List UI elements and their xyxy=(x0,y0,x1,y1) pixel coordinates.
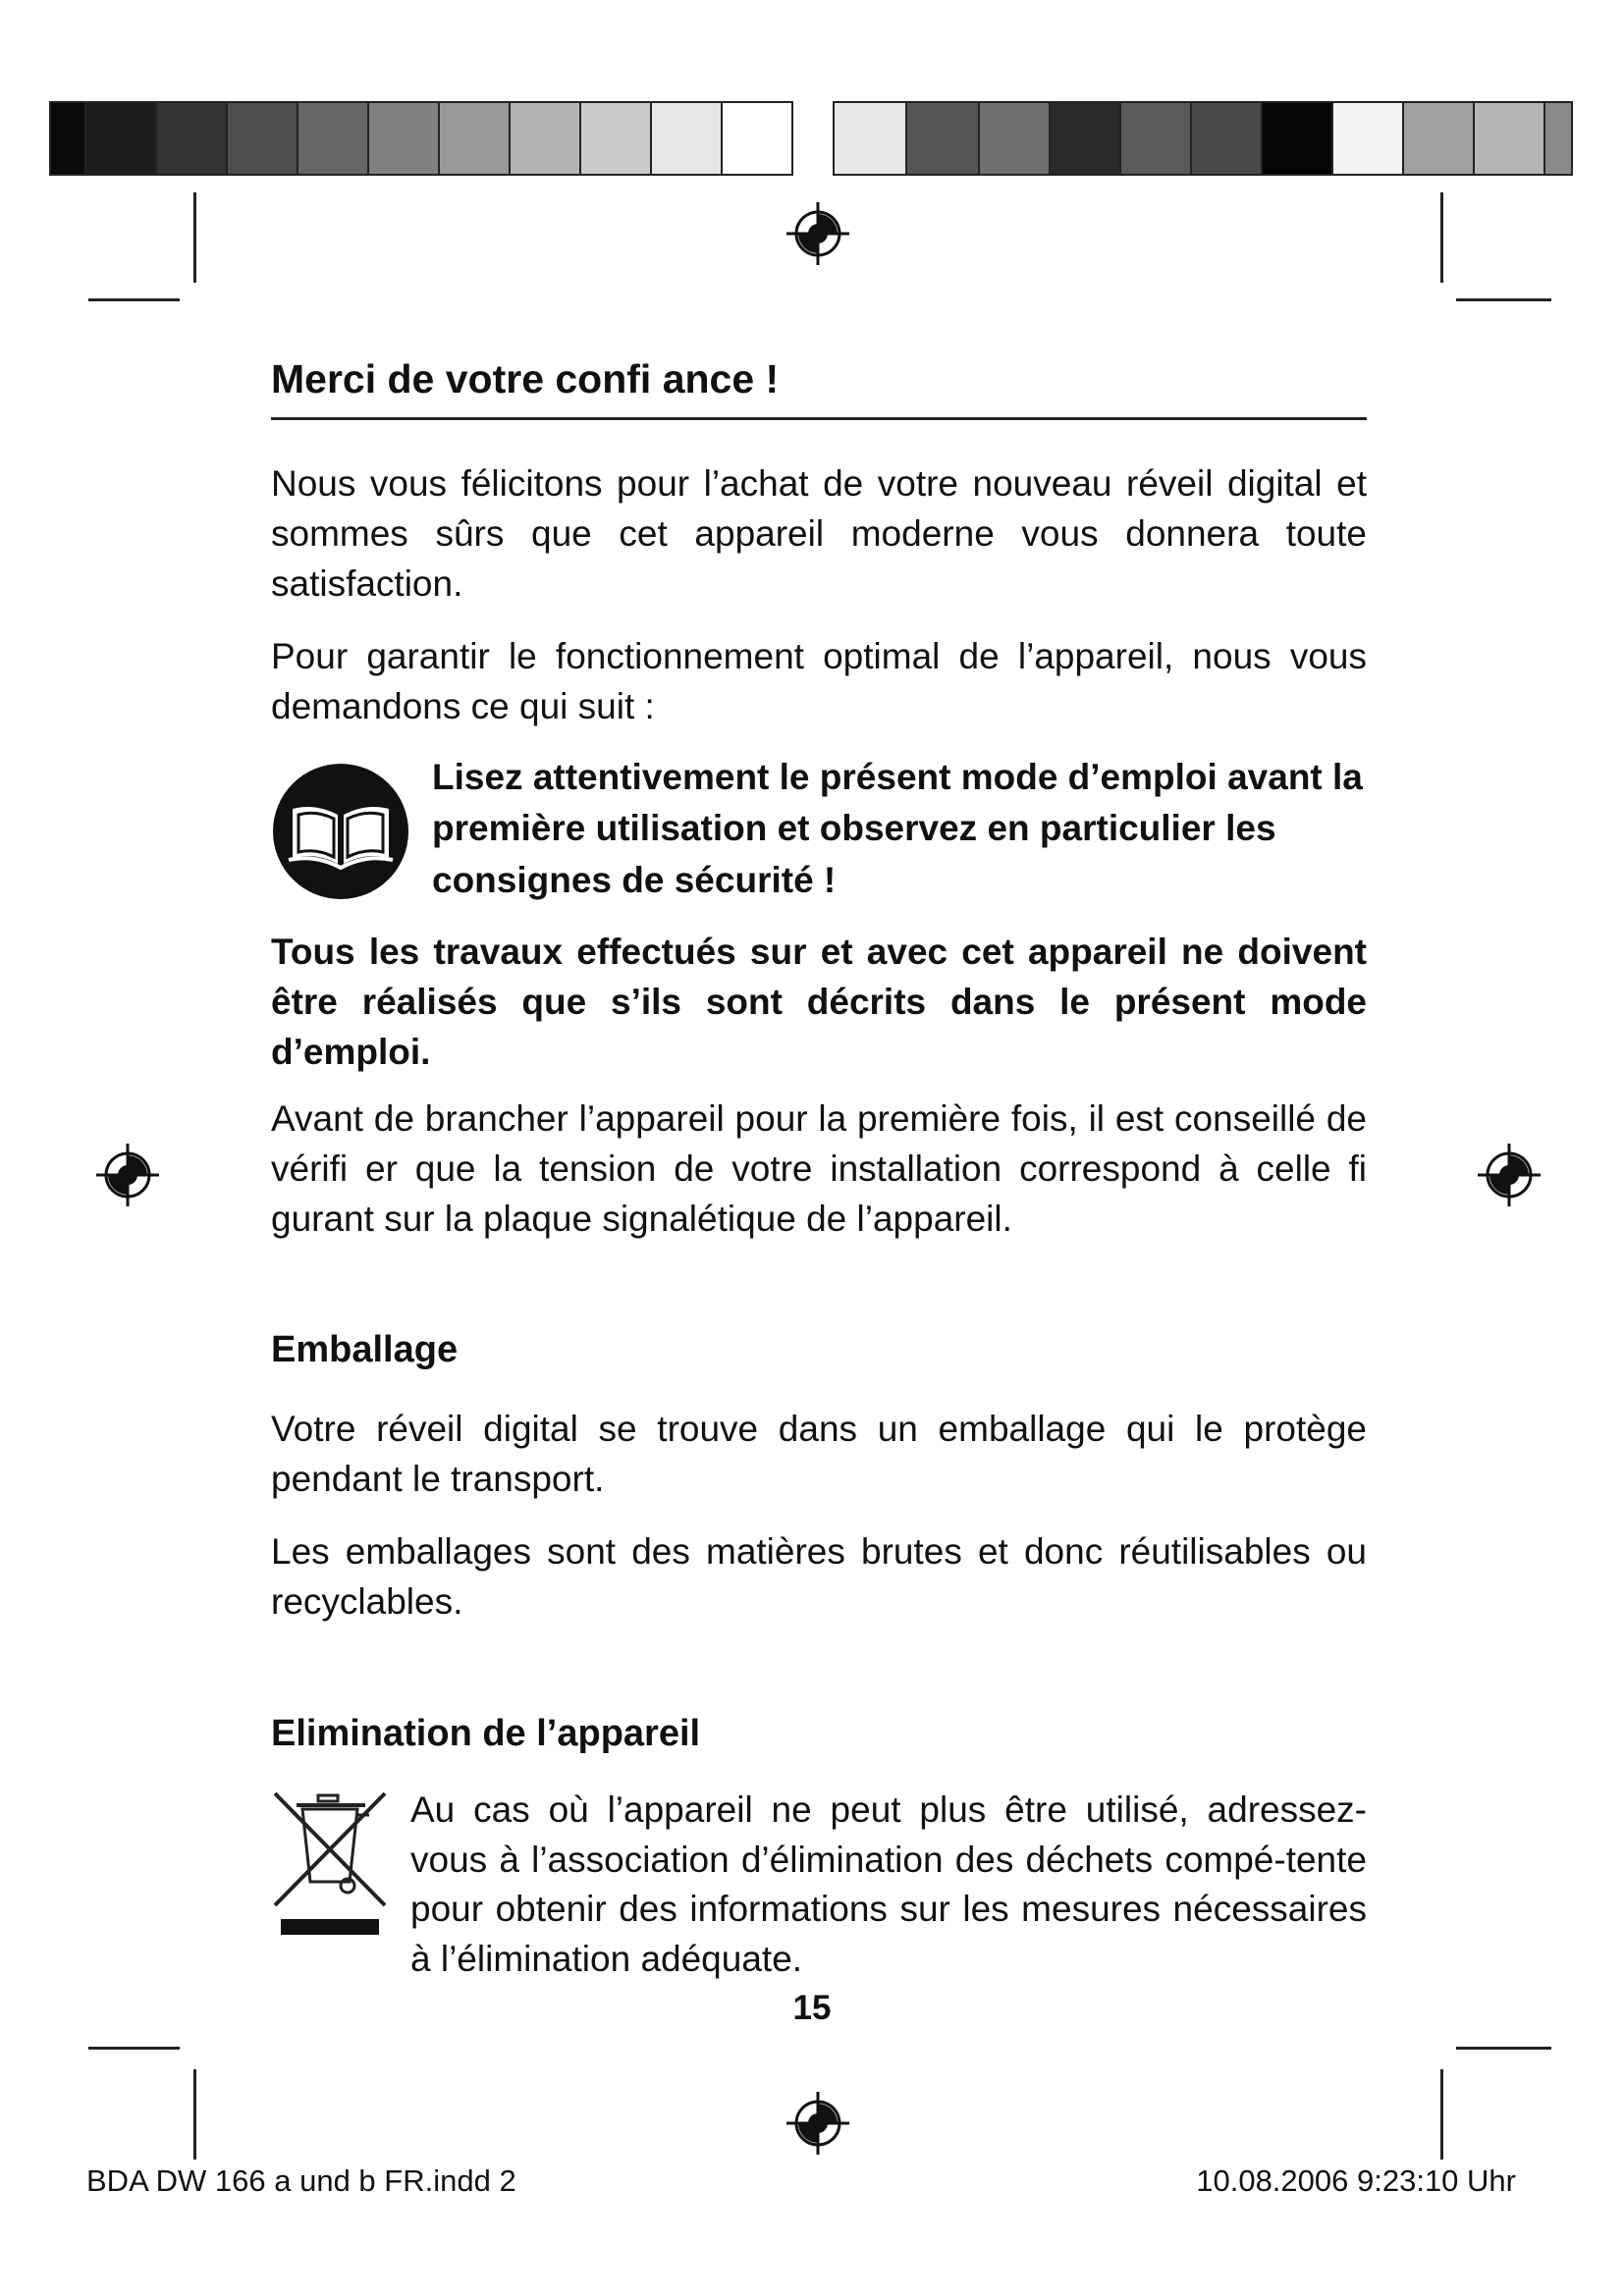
color-swatch xyxy=(367,101,440,176)
color-swatch xyxy=(1543,101,1573,176)
color-swatch xyxy=(1473,101,1545,176)
color-swatch xyxy=(905,101,980,176)
crop-mark xyxy=(1440,2069,1443,2160)
color-swatch xyxy=(833,101,907,176)
disposal-notice xyxy=(271,1786,1367,1985)
color-swatch xyxy=(978,101,1051,176)
crossed-out-wheelie-bin-icon xyxy=(271,1786,389,1943)
crop-mark xyxy=(88,298,180,301)
intro-paragraph-1: Nous vous félicitons pour l’achat de votre nouveau réveil digital et sommes sûrs que cet appareil moderne vous donnera toute satisfaction. xyxy=(271,463,1367,604)
page-content xyxy=(271,353,1367,1985)
color-swatch xyxy=(226,101,298,176)
disposal-text: Au cas où l’appareil ne peut plus être utilisé, adressez-vous à l’association d’élimination des déchets compé-tente pour obtenir des informations sur les mesures nécessaires à l’élimination adéquate. xyxy=(410,1789,1367,1980)
registration-mark-icon xyxy=(1475,1141,1543,1209)
color-swatch xyxy=(1261,101,1333,176)
color-swatch xyxy=(650,101,723,176)
book-in-circle-icon xyxy=(271,762,410,901)
packaging-heading: Emballage xyxy=(271,1329,459,1371)
packaging-paragraph-1: Votre réveil digital se trouve dans un emballage qui le protège pendant le transport. xyxy=(271,1408,1367,1499)
page-title: Merci de votre confi ance ! xyxy=(271,353,1367,420)
read-manual-text: Lisez attentivement le présent mode d’emploi avant la première utilisation et observez en particulier les consignes de sécurité ! xyxy=(432,756,1363,900)
packaging-paragraph-2: Les emballages sont des matières brutes et donc réutilisables ou recyclables. xyxy=(271,1531,1367,1622)
color-swatch xyxy=(721,101,793,176)
disposal-heading: Elimination de l’appareil xyxy=(271,1712,701,1754)
color-swatch xyxy=(1331,101,1404,176)
registration-mark-icon xyxy=(93,1141,162,1209)
crop-mark xyxy=(1456,2047,1551,2050)
read-manual-notice xyxy=(271,752,1367,907)
color-swatch xyxy=(84,101,157,176)
color-swatch xyxy=(509,101,581,176)
color-swatch xyxy=(438,101,511,176)
color-swatch xyxy=(1190,101,1263,176)
color-swatch xyxy=(49,101,86,176)
page-number: 15 xyxy=(792,1989,832,2027)
crop-mark xyxy=(88,2047,180,2050)
color-bar-left xyxy=(49,101,791,180)
crop-mark xyxy=(1440,192,1443,283)
color-swatch xyxy=(579,101,652,176)
voltage-check-paragraph: Avant de brancher l’appareil pour la première fois, il est conseillé de vérifi er que la tension de votre installation correspond à celle fi gurant sur la plaque signalétique de l’appareil. xyxy=(271,1098,1367,1239)
footer-file-name: BDA DW 166 a und b FR.indd 2 xyxy=(86,2163,516,2198)
color-swatch xyxy=(1049,101,1121,176)
crop-mark xyxy=(1456,298,1551,301)
crop-mark xyxy=(193,192,196,283)
intro-paragraph-2: Pour garantir le fonctionnement optimal de l’appareil, nous vous demandons ce qui suit : xyxy=(271,636,1367,727)
registration-mark-icon xyxy=(784,2089,852,2158)
color-swatch xyxy=(1119,101,1192,176)
footer-timestamp: 10.08.2006 9:23:10 Uhr xyxy=(1196,2163,1516,2198)
color-swatch xyxy=(155,101,228,176)
color-swatch xyxy=(1402,101,1475,176)
work-restriction-notice: Tous les travaux effectués sur et avec cet appareil ne doivent être réalisés que s’ils sont décrits dans le présent mode d’emploi. xyxy=(271,932,1367,1072)
color-swatch xyxy=(297,101,369,176)
crop-mark xyxy=(193,2069,196,2160)
color-bar-right xyxy=(833,101,1571,180)
registration-mark-icon xyxy=(784,199,852,268)
